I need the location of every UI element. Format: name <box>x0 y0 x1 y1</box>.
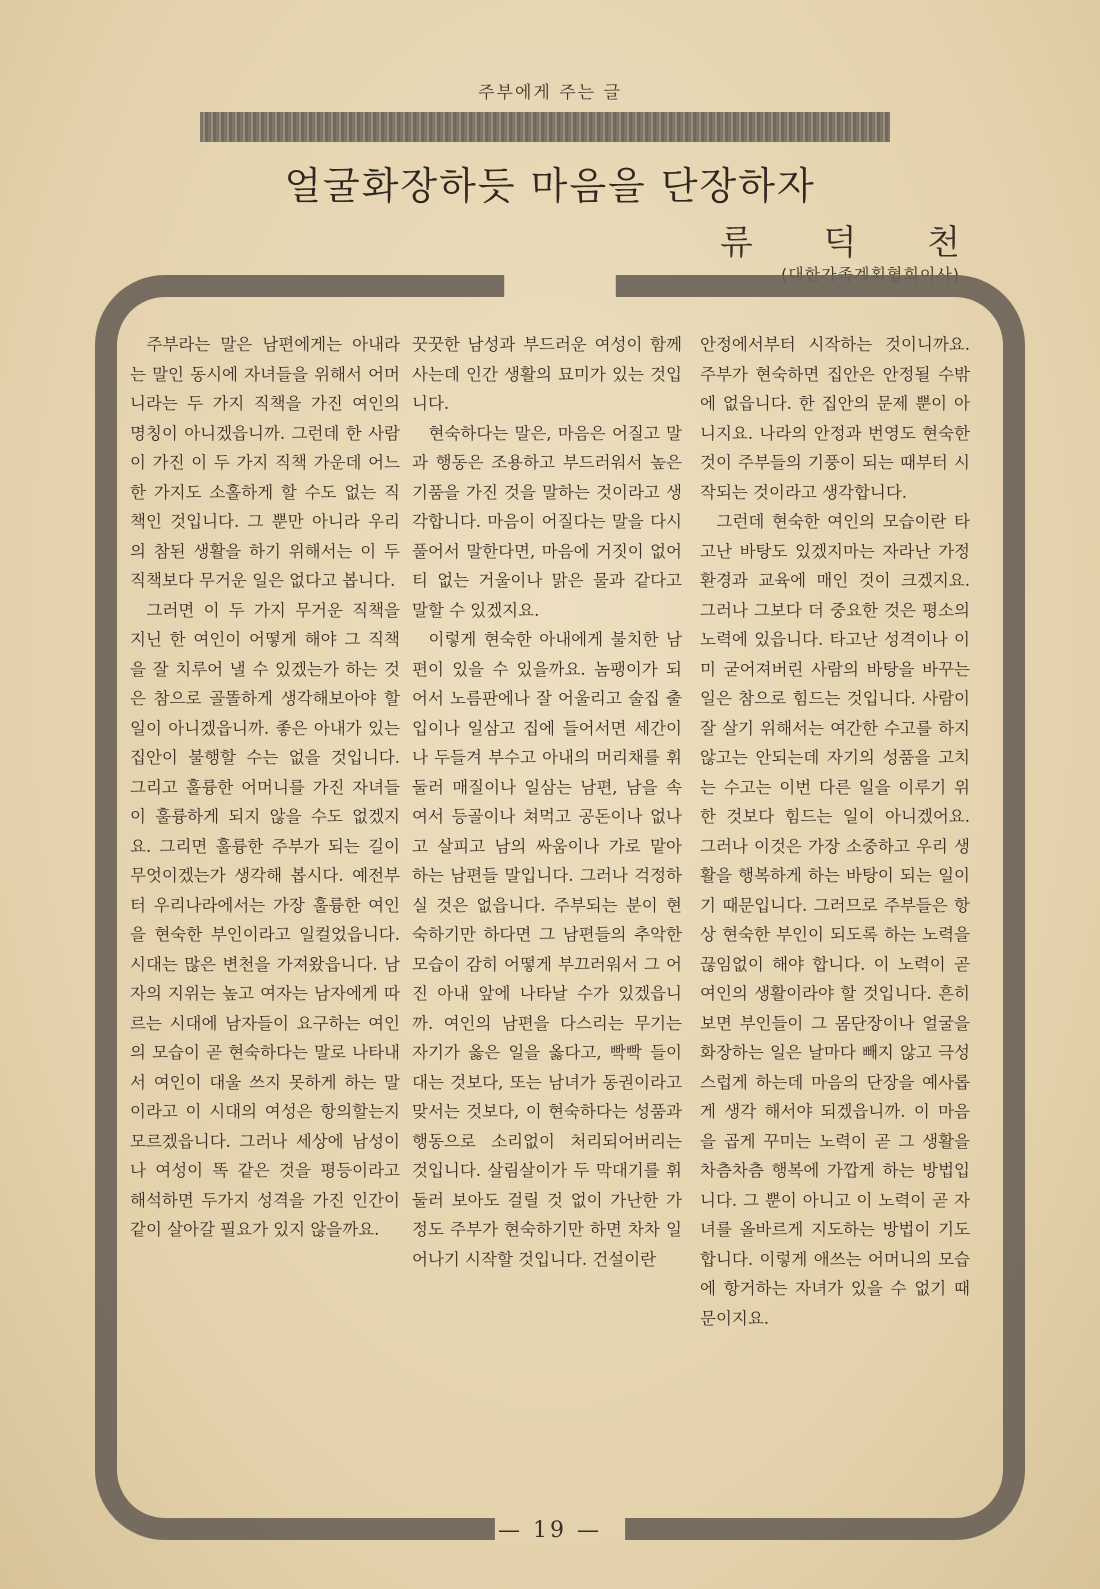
header-decorative-bar <box>200 112 890 142</box>
author-char-3: 천 <box>927 223 960 263</box>
text-column-2 <box>412 330 682 1480</box>
paragraph: 이렇게 현숙한 아내에게 불치한 남편이 있을 수 있을까요. 놈팽이가 되어서 노름판에나 잘 어울리고 술집 출입이나 일삼고 집에 들어서면 세간이나 두들겨 부수고 아내의 머리채를 휘둘러 매질이나 일삼는 남편, 남을 속여서 등골이나 쳐먹고 공돈이나 없나고 살피고 남의 싸움이나 가로 맡아 하는 남편들 말입니다. 그러나 걱정하실 것은 없읍니다. 주부되는 분이 현숙하기만 하다면 그 남편들의 추악한 모습이 감히 어떻게 부끄러워서 그 어진 아내 앞에 나타날 수가 있겠읍니까. 여인의 남편을 다스리는 무기는 자기가 옳은 일을 옳다고, 빡빡 들이대는 것보다, 또는 남녀가 동권이라고 맞서는 것보다, 이 현숙하다는 성품과 행동으로 소리없이 처리되어버리는 것입니다. 살림살이가 두 막대기를 휘둘러 보아도 걸릴 것 없이 가난한 가정도 주부가 현숙하기만 하면 차차 일어나기 시작할 것입니다. 건설이란 <box>412 630 682 1269</box>
author-char-2: 덕 <box>823 223 857 263</box>
paragraph: 꿋꿋한 남성과 부드러운 여성이 함께 사는데 인간 생활의 묘미가 있는 것입니다. <box>412 335 682 413</box>
author-name <box>720 215 960 264</box>
paragraph: 그러면 이 두 가지 무거운 직책을 지닌 한 여인이 어떻게 해야 그 직책을 잘 치루어 낼 수 있겠는가 하는 것은 참으로 골똘하게 생각해보아야 할 일이 아니겠읍니까. 좋은 아내가 있는 집안이 불행할 수는 없을 것입니다. 그리고 훌륭한 어머니를 가진 자녀들이 훌륭하게 되지 않을 수도 없겠지요. 그리면 훌륭한 주부가 되는 길이 무엇이겠는가 생각해 봅시다. 예전부터 우리나라에서는 가장 훌륭한 여인을 현숙한 부인이라고 일컬었읍니다. 시대는 많은 변천을 가져왔읍니다. 남자의 지위는 높고 여자는 남자에게 따르는 시대에 남자들이 요구하는 여인의 모습이 곧 현숙하다는 말로 나타내서 여인이 대울 쓰지 못하게 하는 말이라고 이 시대의 여성은 항의할는지 모르겠읍니다. 그러나 세상에 남성이나 여성이 똑 같은 것을 평등이라고 해석하면 두가지 성격을 가진 인간이 같이 살아갈 필요가 있지 않을까요. <box>130 600 400 1239</box>
paragraph: 그런데 현숙한 여인의 모습이란 타고난 바탕도 있겠지마는 자라난 가정 환경과 교육에 매인 것이 크겠지요. 그러나 그보다 더 중요한 것은 평소의 노력에 있읍니다. 타고난 성격이나 이미 굳어져버린 사람의 바탕을 바꾸는 일은 참으로 힘드는 것입니다. 사람이 잘 살기 위해서는 여간한 수고를 하지 않고는 안되는데 자기의 성품을 고치는 수고는 이번 다른 일을 이루기 위한 것보다 힘드는 일이 아니겠어요. 그러나 이것은 가장 소중하고 우리 생활을 행복하게 하는 바탕이 되는 일이기 때문입니다. 그러므로 주부들은 항상 현숙한 부인이 되도록 하는 노력을 끊임없이 해야 합니다. 이 노력이 곧 여인의 생활이라야 할 것입니다. 흔히 보면 부인들이 그 몸단장이나 얼굴을 화장하는 일은 날마다 빼지 않고 극성스럽게 하는데 마음의 단장을 예사롭게 생각 해서야 되겠읍니까. 이 마음을 곱게 꾸미는 노력이 곧 그 생활을 차츰차츰 행복에 가깝게 하는 방법입니다. 그 뿐이 아니고 이 노력이 곧 자녀를 올바르게 지도하는 방법이 기도 합니다. 이렇게 애쓰는 어머니의 모습에 항거하는 자녀가 있을 수 없기 때문이지요. <box>700 512 970 1328</box>
paragraph: 안정에서부터 시작하는 것이니까요. 주부가 현숙하면 집안은 안정될 수밖에 없읍니다. 한 집안의 문제 뿐이 아니지요. 나라의 안정과 번영도 현숙한 것이 주부들의 기풍이 되는 때부터 시작되는 것이라고 생각합니다. <box>700 335 970 502</box>
paragraph: 주부라는 말은 남편에게는 아내라는 말인 동시에 자녀들을 위해서 어머니라는 두 가지 직책을 가진 여인의 명칭이 아니겠읍니까. 그런데 한 사람이 가진 이 두 가지 직책 가운데 어느 한 가지도 소홀하게 할 수도 없는 직책인 것입니다. 그 뿐만 아니라 우리의 참된 생활을 하기 위해서는 이 두 직책보다 무거운 일은 없다고 봅니다. <box>130 335 400 590</box>
paragraph: 현숙하다는 말은, 마음은 어질고 말과 행동은 조용하고 부드러워서 높은 기품을 가진 것을 말하는 것이라고 생각합니다. 마음이 어질다는 말을 다시 풀어서 말한다면, 마음에 거짓이 없어 티 없는 거울이나 맑은 물과 같다고 말할 수 있겠지요. <box>412 423 682 620</box>
author-char-1: 류 <box>720 223 753 263</box>
page-number: — 19 — <box>498 1518 602 1543</box>
article-title: 얼굴화장하듯 마음을 단장하자 <box>284 164 816 208</box>
section-header: 주부에게 주는 글 <box>478 83 622 103</box>
text-column-1 <box>130 330 400 1480</box>
text-column-3 <box>700 330 970 1480</box>
author-affiliation: (대한가족계획협회이사) <box>780 265 960 284</box>
